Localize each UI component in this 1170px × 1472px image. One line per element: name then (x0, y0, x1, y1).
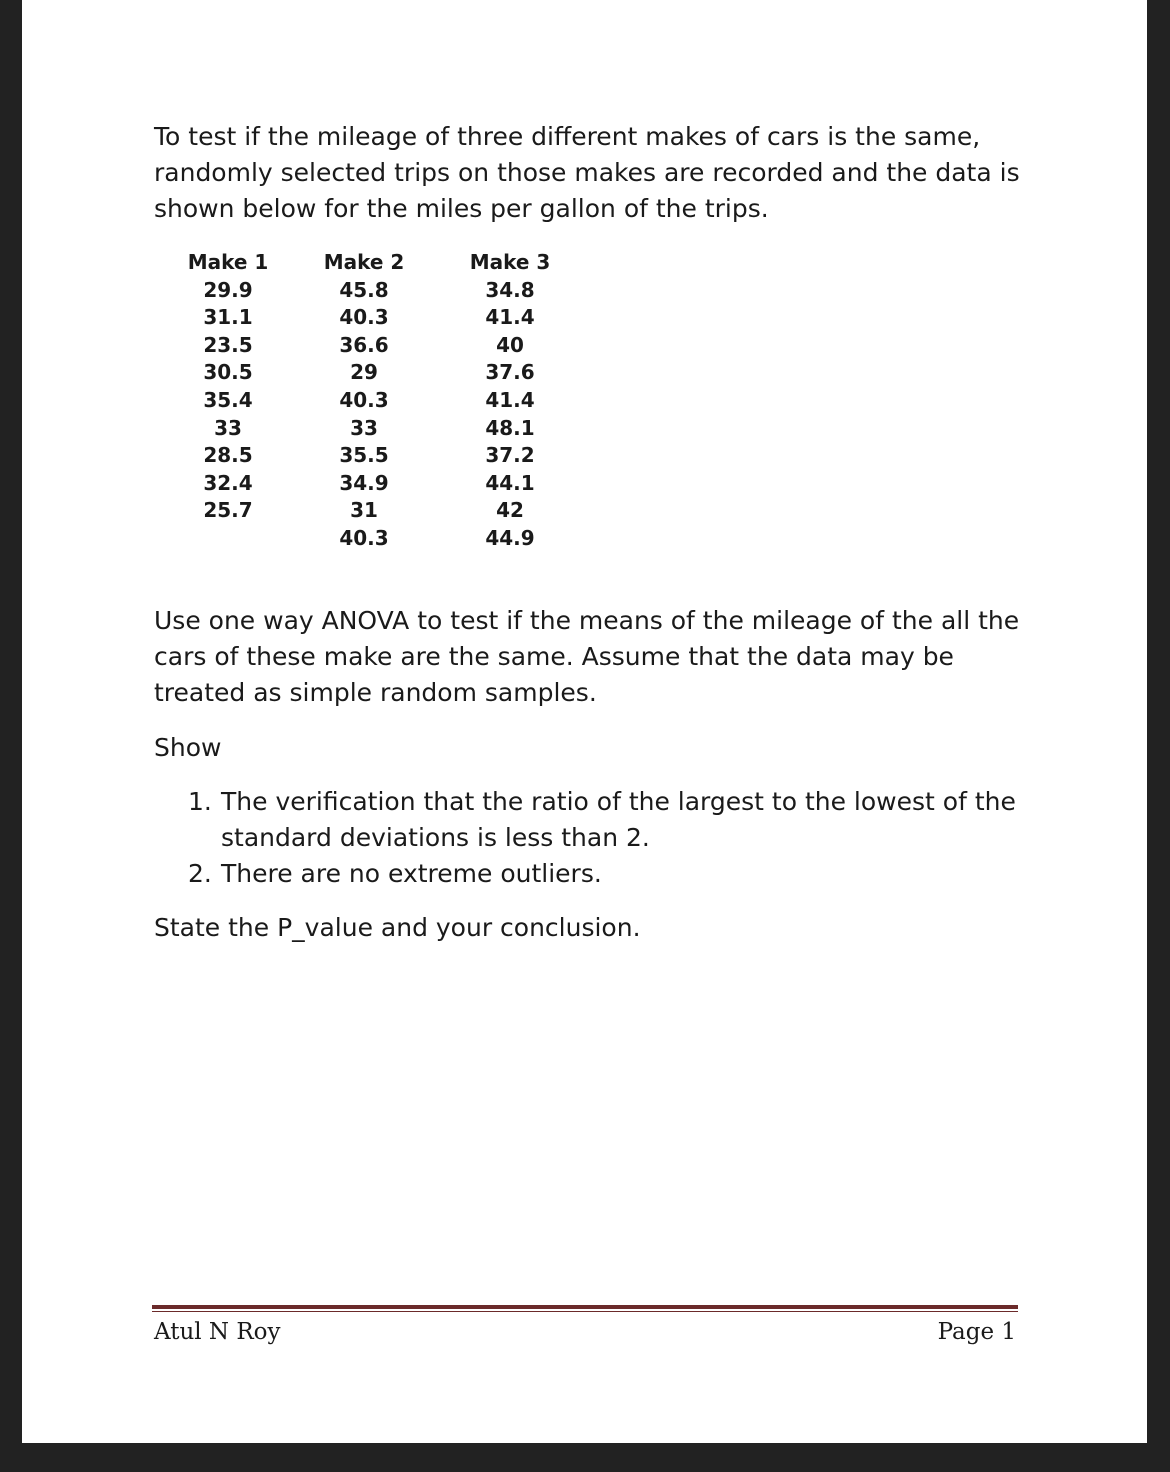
conclusion-paragraph: State the P_value and your conclusion. (154, 913, 641, 942)
footer-author: Atul N Roy (154, 1319, 281, 1345)
table-cell: 35.4 (203, 387, 253, 412)
table-cell: 31.1 (203, 305, 253, 330)
list-number: 1. (188, 787, 212, 816)
show-label: Show (154, 733, 222, 762)
table-cell: 34.8 (485, 277, 535, 302)
table-cell: 40 (496, 332, 524, 357)
table-cell: 41.4 (485, 387, 535, 412)
table-cell: 34.9 (339, 470, 389, 495)
list-item (188, 856, 1038, 892)
table-cell: 41.4 (485, 305, 535, 330)
column-header: Make 1 (187, 250, 269, 274)
column-header: Make 2 (323, 250, 405, 274)
list-number: 2. (188, 859, 212, 888)
table-cell: 33 (350, 415, 378, 440)
table-cell: 40.3 (339, 387, 389, 412)
list-text: The verification that the ratio of the largest to the lowest of the standard deviations is less than 2. (221, 787, 1016, 852)
table-cell: 33 (214, 415, 242, 440)
table-cell: 42 (496, 498, 524, 523)
table-cell: 32.4 (203, 470, 253, 495)
table-cell: 37.2 (485, 443, 535, 468)
table-cell: 25.7 (203, 498, 253, 523)
table-cell: 23.5 (203, 332, 253, 357)
table-cell: 35.5 (339, 443, 389, 468)
footer-divider (152, 1305, 1018, 1309)
table-cell: 30.5 (203, 360, 253, 385)
table-cell: 37.6 (485, 360, 535, 385)
anova-instructions: Use one way ANOVA to test if the means of the mileage of the all the cars of these make are the same. Assume that the data may be treated as simple random samples. (154, 606, 1020, 707)
table-cell: 48.1 (485, 415, 535, 440)
table-cell: 44.1 (485, 470, 535, 495)
make-2-column (304, 249, 424, 553)
make-1-column (168, 249, 288, 525)
table-cell: 36.6 (339, 332, 389, 357)
table-cell: 31 (350, 498, 378, 523)
intro-paragraph: To test if the mileage of three different makes of cars is the same, randomly selected trips on those makes are recorded and the data is shown below for the miles per gallon of the trips. (154, 122, 1020, 223)
table-cell: 40.3 (339, 525, 389, 550)
requirements-list (188, 784, 1038, 892)
table-cell: 28.5 (203, 443, 253, 468)
list-text: There are no extreme outliers. (221, 859, 602, 888)
footer-page-number: Page 1 (937, 1319, 1016, 1345)
make-3-column (450, 249, 570, 553)
table-cell: 44.9 (485, 525, 535, 550)
table-cell: 45.8 (339, 277, 389, 302)
document-page (22, 0, 1147, 1443)
list-item (188, 784, 1038, 856)
footer-divider-thin (152, 1311, 1018, 1312)
table-cell: 29 (350, 360, 378, 385)
table-cell: 40.3 (339, 305, 389, 330)
table-cell: 29.9 (203, 277, 253, 302)
column-header: Make 3 (469, 250, 551, 274)
